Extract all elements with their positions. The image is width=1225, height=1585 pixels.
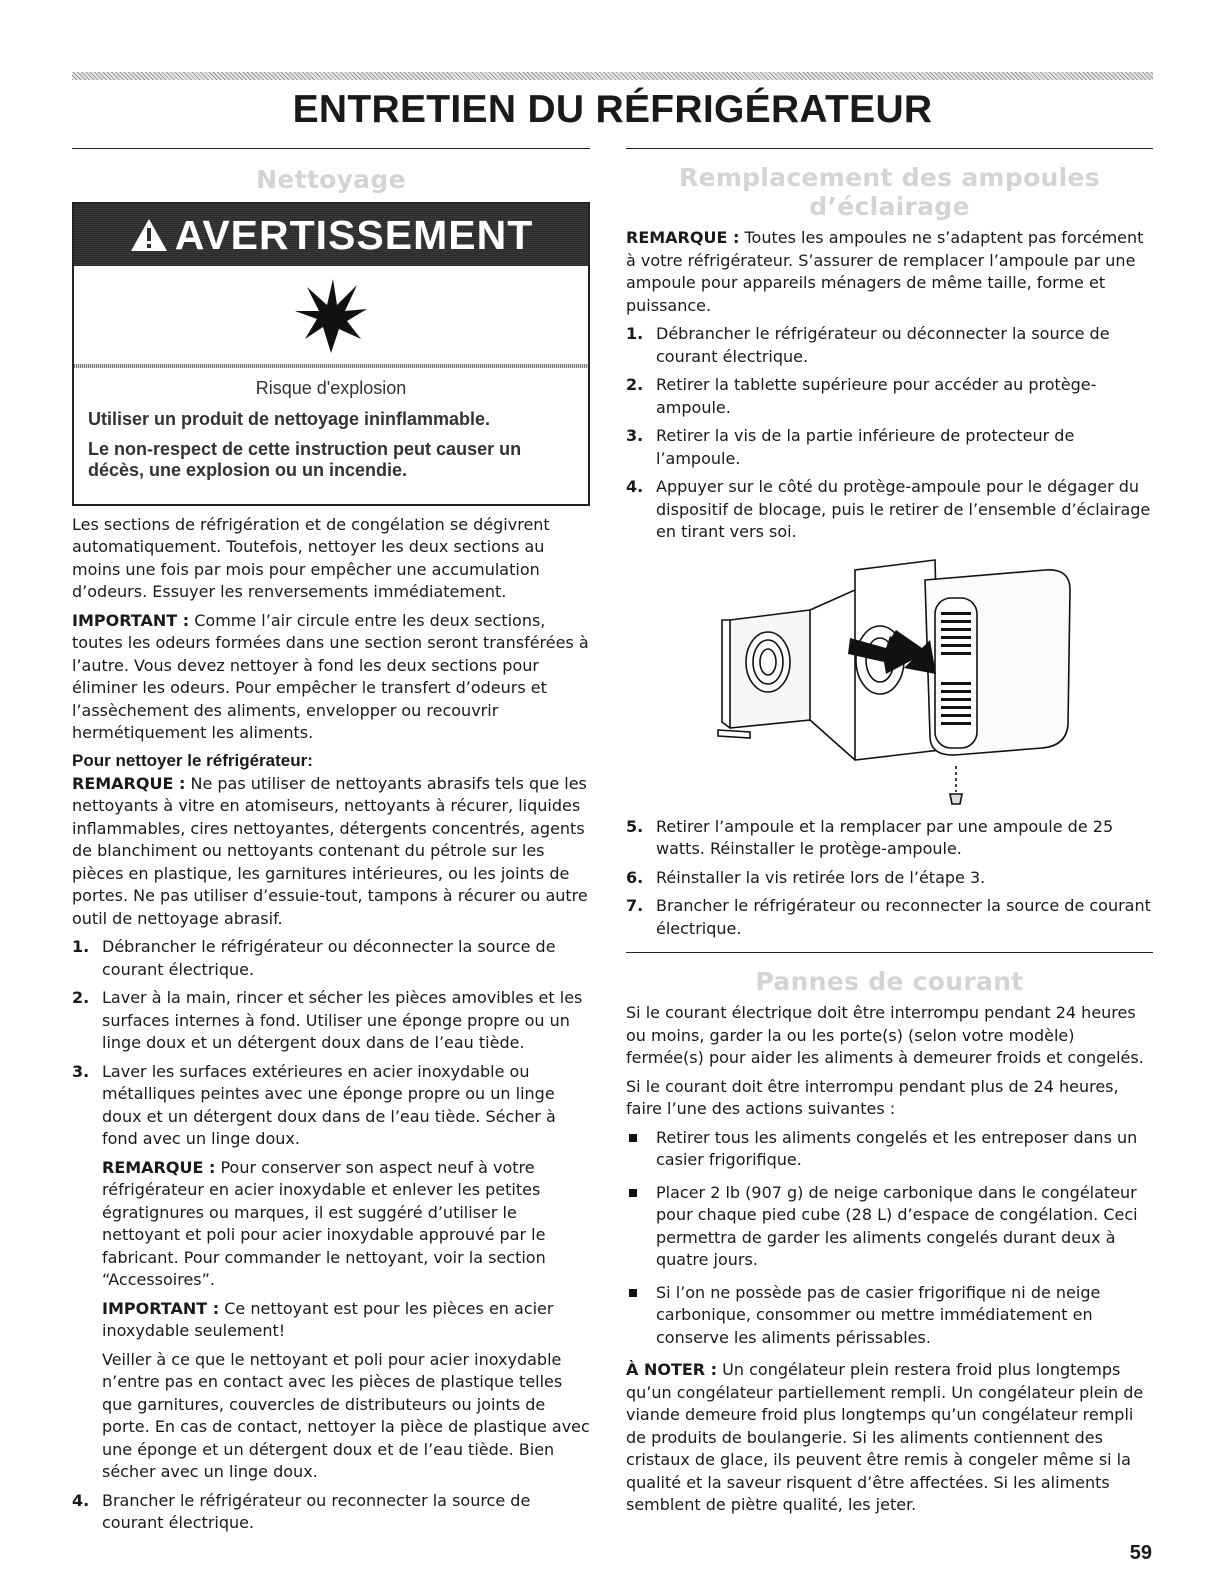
step-text: Retirer la vis de la partie inférieure de protecteur de l’ampoule. [656,426,1075,468]
list-item [626,1182,1153,1272]
power-paragraph-2: Si le courant doit être interrompu pendant plus de 24 heures, faire l’une des actions suivantes : [626,1076,1119,1118]
list-item [72,936,590,981]
step3-important [102,1298,590,1343]
step-number: 5. [626,816,644,836]
step-number: 4. [626,477,644,496]
note-label: REMARQUE : [102,1157,216,1177]
warning-text [74,368,588,504]
important-label: IMPORTANT : [72,610,190,630]
bulb-cover-illustration [626,550,1153,810]
step-text: Brancher le réfrigérateur ou reconnecter la source de courant électrique. [102,1490,531,1533]
bulbs-remarque [626,227,1153,317]
step-text: Laver à la main, rincer et sécher les pièces amovibles et les surfaces internes à fond. Utiliser une éponge propre ou un linge doux et un détergent doux dans de l’eau tiède. [102,988,583,1053]
list-item [626,323,1153,368]
page-number: 59 [1129,1542,1152,1564]
note-text: Un congélateur plein restera froid plus longtemps qu’un congélateur partiellement rempli. Un congélateur plein de viande demeure froid plus longtemps qu’un congélateur rempli de produits de boulangerie. Si les aliments contiennent des cristaux de glace, ils peuvent être remis à congeler même si la qualité et la saveur risquent d’être affectées. Si les aliments semblent de piètre qualité, les jeter. [626,1360,1144,1514]
step-number: 3. [72,1061,90,1081]
bullet-text: Retirer tous les aliments congelés et les entreposer dans un casier frigorifique. [656,1127,1138,1169]
light-assembly-drawing [690,550,1090,810]
step3-note [102,1157,590,1292]
bulbs-column [626,148,1153,1523]
step-number: 7. [626,896,644,915]
step-number: 6. [626,867,644,887]
warning-risk: Risque d'explosion [255,378,407,398]
warning-line-2: Le non-respect de cette instruction peut causer un décès, une explosion ou un incendie. [88,438,522,481]
power-heading: Pannes de courant [755,967,1024,996]
step-text: Retirer l’ampoule et la remplacer par une ampoule de 25 watts. Réinstaller le protège-ampoule. [656,816,1114,858]
list-item [626,476,1153,544]
note-label: À NOTER : [626,1360,718,1379]
list-item [72,1490,590,1535]
cleaning-steps [72,936,590,1535]
list-item [626,1127,1153,1172]
bullet-square-icon [629,1134,637,1142]
step-number: 1. [72,937,90,957]
list-item [626,816,1153,861]
step3-extra: Veiller à ce que le nettoyant et poli pour acier inoxydable n’entre pas en contact avec les pièces de plastique telles que garnitures, couvercles de distributeurs ou joints de porte. En cas de contact, nettoyer la pièce de plastique avec une éponge et un détergent doux et de l’eau tiède. Bien sécher avec un linge doux. [102,1349,590,1482]
step-text: Débrancher le réfrigérateur ou déconnecter la source de courant électrique. [656,324,1110,366]
power-note [626,1359,1153,1517]
warning-triangle-icon [129,217,169,253]
bulbs-heading: Remplacement des ampoules d’éclairage [679,163,1100,221]
list-item [72,987,590,1055]
cleaning-subheading: Pour nettoyer le réfrigérateur: [72,750,313,770]
warning-title: AVERTISSEMENT [174,211,534,258]
step-text: Appuyer sur le côté du protège-ampoule pour le dégager du dispositif de blocage, puis le retirer de l’ensemble d’éclairage en tirant vers soi. [656,477,1151,541]
warning-line-1: Utiliser un produit de nettoyage ininflammable. [88,409,491,429]
list-item [626,895,1153,940]
top-decorative-rule [72,72,1153,80]
list-item [626,374,1153,419]
warning-header [74,204,588,266]
power-paragraph-1: Si le courant électrique doit être interrompu pendant 24 heures ou moins, garder la ou les porte(s) (selon votre modèle) fermée(s) pour aider les aliments à demeurer froids et congelés. [626,1003,1144,1067]
cleaning-heading: Nettoyage [256,165,406,194]
section-rule [626,952,1153,953]
step-number: 1. [626,324,644,343]
step-number: 3. [626,426,644,445]
step-number: 2. [72,988,90,1008]
remarque-label: REMARQUE : [626,228,740,247]
note-text: Pour conserver son aspect neuf à votre réfrigérateur en acier inoxydable et enlever les petites égratignures ou marques, il est suggéré d’utiliser le nettoyant et poli pour acier inoxydable approuvé par le fabricant. Pour commander le nettoyant, voir la section “Accessoires”. [102,1157,546,1290]
warning-box [72,202,590,506]
cleaning-remarque [72,773,590,931]
cleaning-column [72,148,590,1541]
list-item [626,1282,1153,1350]
section-rule [72,148,590,149]
bullet-text: Placer 2 lb (907 g) de neige carbonique dans le congélateur pour chaque pied cube (28 L) d’espace de congélation. Ceci permettra de garder les aliments congelés durant deux à quatre jours. [656,1182,1138,1269]
step-text: Débrancher le réfrigérateur ou déconnecter la source de courant électrique. [102,937,556,979]
explosion-icon [291,275,371,355]
step-text: Retirer la tablette supérieure pour accéder au protège-ampoule. [656,375,1097,417]
bullet-text: Si l’on ne possède pas de casier frigorifique ni de neige carbonique, consommer ou mettre immédiatement en conserve les aliments périssables. [656,1282,1101,1347]
step-text: Brancher le réfrigérateur ou reconnecter la source de courant électrique. [656,896,1151,938]
section-rule [626,148,1153,149]
bulbs-steps-before [626,323,1153,544]
important-text: Comme l’air circule entre les deux sections, toutes les odeurs formées dans une section seront transférées à l’autre. Vous devez nettoyer à fond les deux sections pour éliminer les odeurs. Pour empêcher le transfert d’odeurs et l’assèchement des aliments, envelopper ou recouvrir hermétiquement les aliments. [72,610,589,743]
step-number: 4. [72,1490,90,1510]
list-item [626,425,1153,470]
cleaning-intro: Les sections de réfrigération et de congélation se dégivrent automatiquement. Toutefois, nettoyer les deux sections au moins une fois par mois pour empêcher une accumulation d’odeurs. Essuyer les renversements immédiatement. [72,514,550,602]
list-item [626,867,1153,890]
remarque-text: Ne pas utiliser de nettoyants abrasifs tels que les nettoyants à vitre en atomiseurs, nettoyants à récurer, liquides inflammables, cires nettoyantes, détergents concentrés, agents de blanchiment ou nettoyants contenant du pétrole sur les pièces en plastique, les garnitures intérieures, ou les joints de portes. Ne pas utiliser d’essuie-tout, tampons à récurer ou autre outil de nettoyage abrasif. [72,773,588,928]
page-title: ENTRETIEN DU RÉFRIGÉRATEUR [292,88,933,131]
bulbs-steps-after [626,816,1153,941]
step-number: 2. [626,375,644,394]
bullet-square-icon [629,1289,637,1297]
important-text: Ce nettoyant est pour les pièces en acier inoxydable seulement! [102,1298,554,1341]
step-text: Réinstaller la vis retirée lors de l’étape 3. [656,867,986,887]
warning-symbol-area [74,266,588,364]
important-label: IMPORTANT : [102,1298,220,1318]
list-item [72,1061,590,1484]
remarque-text: Toutes les ampoules ne s’adaptent pas forcément à votre réfrigérateur. S’assurer de remplacer l’ampoule par une ampoule pour appareils ménagers de même taille, forme et puissance. [626,228,1144,315]
remarque-label: REMARQUE : [72,773,186,793]
power-bullets [626,1127,1153,1350]
cleaning-important [72,610,590,745]
bullet-square-icon [629,1189,637,1197]
step-text: Laver les surfaces extérieures en acier inoxydable ou métalliques peintes avec une éponge propre ou un linge doux et un détergent doux dans de l’eau tiède. Sécher à fond avec un linge doux. [102,1061,556,1149]
